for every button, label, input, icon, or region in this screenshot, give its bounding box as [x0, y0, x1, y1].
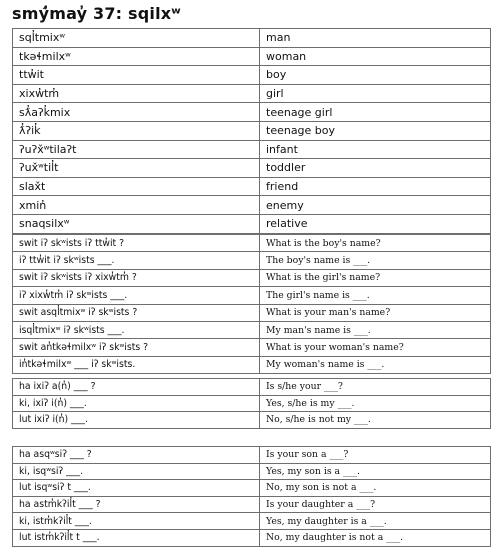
salish-cell: ha astm̓kʔil̓t ___ ?	[13, 496, 260, 513]
salish-cell: ʔuʔx̌ʷtilaʔt	[13, 140, 260, 159]
relation-phrases-table	[12, 378, 491, 429]
salish-cell: slax̌t	[13, 177, 260, 196]
salish-cell: ha asqʷsiʔ ___ ?	[13, 447, 260, 464]
salish-cell: ki, ixiʔ i(n̓) ___.	[13, 395, 260, 412]
english-cell: boy	[260, 66, 491, 85]
table-row	[13, 159, 491, 178]
english-cell: Is your son a ___?	[260, 447, 491, 464]
salish-cell: ha ixiʔ a(n̓) ___ ?	[13, 379, 260, 396]
english-cell: friend	[260, 177, 491, 196]
salish-cell: lut istm̓kʔil̓t t ___.	[13, 529, 260, 546]
english-cell: Is s/he your ___?	[260, 379, 491, 396]
english-cell: infant	[260, 140, 491, 159]
english-cell: Yes, s/he is my ___.	[260, 395, 491, 412]
salish-cell: iʔ ttw̓it iʔ skʷists ___.	[13, 252, 260, 269]
table-row	[13, 121, 491, 140]
table-row	[13, 339, 491, 356]
table-row	[13, 356, 491, 373]
english-cell: Yes, my son is a ___.	[260, 463, 491, 480]
english-cell: What is the boy's name?	[260, 235, 491, 252]
table-row	[13, 84, 491, 103]
table-row	[13, 379, 491, 396]
salish-cell: ƛ̓ʔik̓	[13, 121, 260, 140]
salish-cell: ttw̓it	[13, 66, 260, 85]
salish-cell: ki, istm̓kʔil̓t ___.	[13, 513, 260, 530]
table-row	[13, 287, 491, 304]
salish-cell: snaqsilxʷ	[13, 214, 260, 233]
salish-cell: isql̓tmixʷ iʔ skʷists ___.	[13, 321, 260, 338]
table-row	[13, 66, 491, 85]
table-row	[13, 321, 491, 338]
table-row	[13, 463, 491, 480]
english-cell: My man's name is ___.	[260, 321, 491, 338]
salish-cell: ʔux̌ʷtil̓t	[13, 159, 260, 178]
english-cell: No, s/he is not my ___.	[260, 412, 491, 429]
salish-cell: swit iʔ skʷists iʔ xixw̓tm̓ ?	[13, 269, 260, 286]
table-row	[13, 529, 491, 546]
english-cell: The boy's name is ___.	[260, 252, 491, 269]
salish-cell: swit iʔ skʷists iʔ ttw̓it ?	[13, 235, 260, 252]
table-row	[13, 214, 491, 233]
table-row	[13, 496, 491, 513]
english-cell: teenage girl	[260, 103, 491, 122]
table-row	[13, 47, 491, 66]
salish-cell: lut isqʷsiʔ t ___.	[13, 480, 260, 497]
table-row	[13, 480, 491, 497]
son-daughter-phrases-table	[12, 446, 491, 547]
english-cell: teenage boy	[260, 121, 491, 140]
table-row	[13, 29, 491, 48]
salish-cell: ki, isqʷsiʔ ___.	[13, 463, 260, 480]
table-row	[13, 304, 491, 321]
salish-cell: sql̓tmixʷ	[13, 29, 260, 48]
english-cell: man	[260, 29, 491, 48]
salish-cell: in̓tkəɬmilxʷ ___ iʔ skʷists.	[13, 356, 260, 373]
english-cell: enemy	[260, 196, 491, 215]
english-cell: The girl's name is ___.	[260, 287, 491, 304]
page-title: smý̓may̓ 37: sqilxʷ	[12, 4, 181, 23]
english-cell: What is your man's name?	[260, 304, 491, 321]
english-cell: Is your daughter a ___?	[260, 496, 491, 513]
english-cell: What is your woman's name?	[260, 339, 491, 356]
table-row	[13, 412, 491, 429]
salish-cell: lut ixiʔ i(n̓) ___.	[13, 412, 260, 429]
salish-cell: iʔ xixw̓tm̓ iʔ skʷists ___.	[13, 287, 260, 304]
english-cell: No, my daughter is not a ___.	[260, 529, 491, 546]
salish-cell: sƛ̓aʔk̓mix	[13, 103, 260, 122]
english-cell: What is the girl's name?	[260, 269, 491, 286]
table-row	[13, 395, 491, 412]
salish-cell: swit an̓tkəɬmilxʷ iʔ skʷists ?	[13, 339, 260, 356]
english-cell: woman	[260, 47, 491, 66]
table-row	[13, 252, 491, 269]
english-cell: Yes, my daughter is a ___.	[260, 513, 491, 530]
english-cell: toddler	[260, 159, 491, 178]
english-cell: relative	[260, 214, 491, 233]
table-row	[13, 196, 491, 215]
table-row	[13, 177, 491, 196]
english-cell: No, my son is not a ___.	[260, 480, 491, 497]
name-phrases-table	[12, 234, 491, 374]
table-row	[13, 513, 491, 530]
english-cell: girl	[260, 84, 491, 103]
table-row	[13, 103, 491, 122]
table-row	[13, 269, 491, 286]
vocabulary-table	[12, 28, 491, 234]
salish-cell: xixw̓tm̓	[13, 84, 260, 103]
table-row	[13, 140, 491, 159]
english-cell: My woman's name is ___.	[260, 356, 491, 373]
salish-cell: tkəɬmilxʷ	[13, 47, 260, 66]
table-row	[13, 447, 491, 464]
salish-cell: xmin̓	[13, 196, 260, 215]
salish-cell: swit asql̓tmixʷ iʔ skʷists ?	[13, 304, 260, 321]
table-row	[13, 235, 491, 252]
